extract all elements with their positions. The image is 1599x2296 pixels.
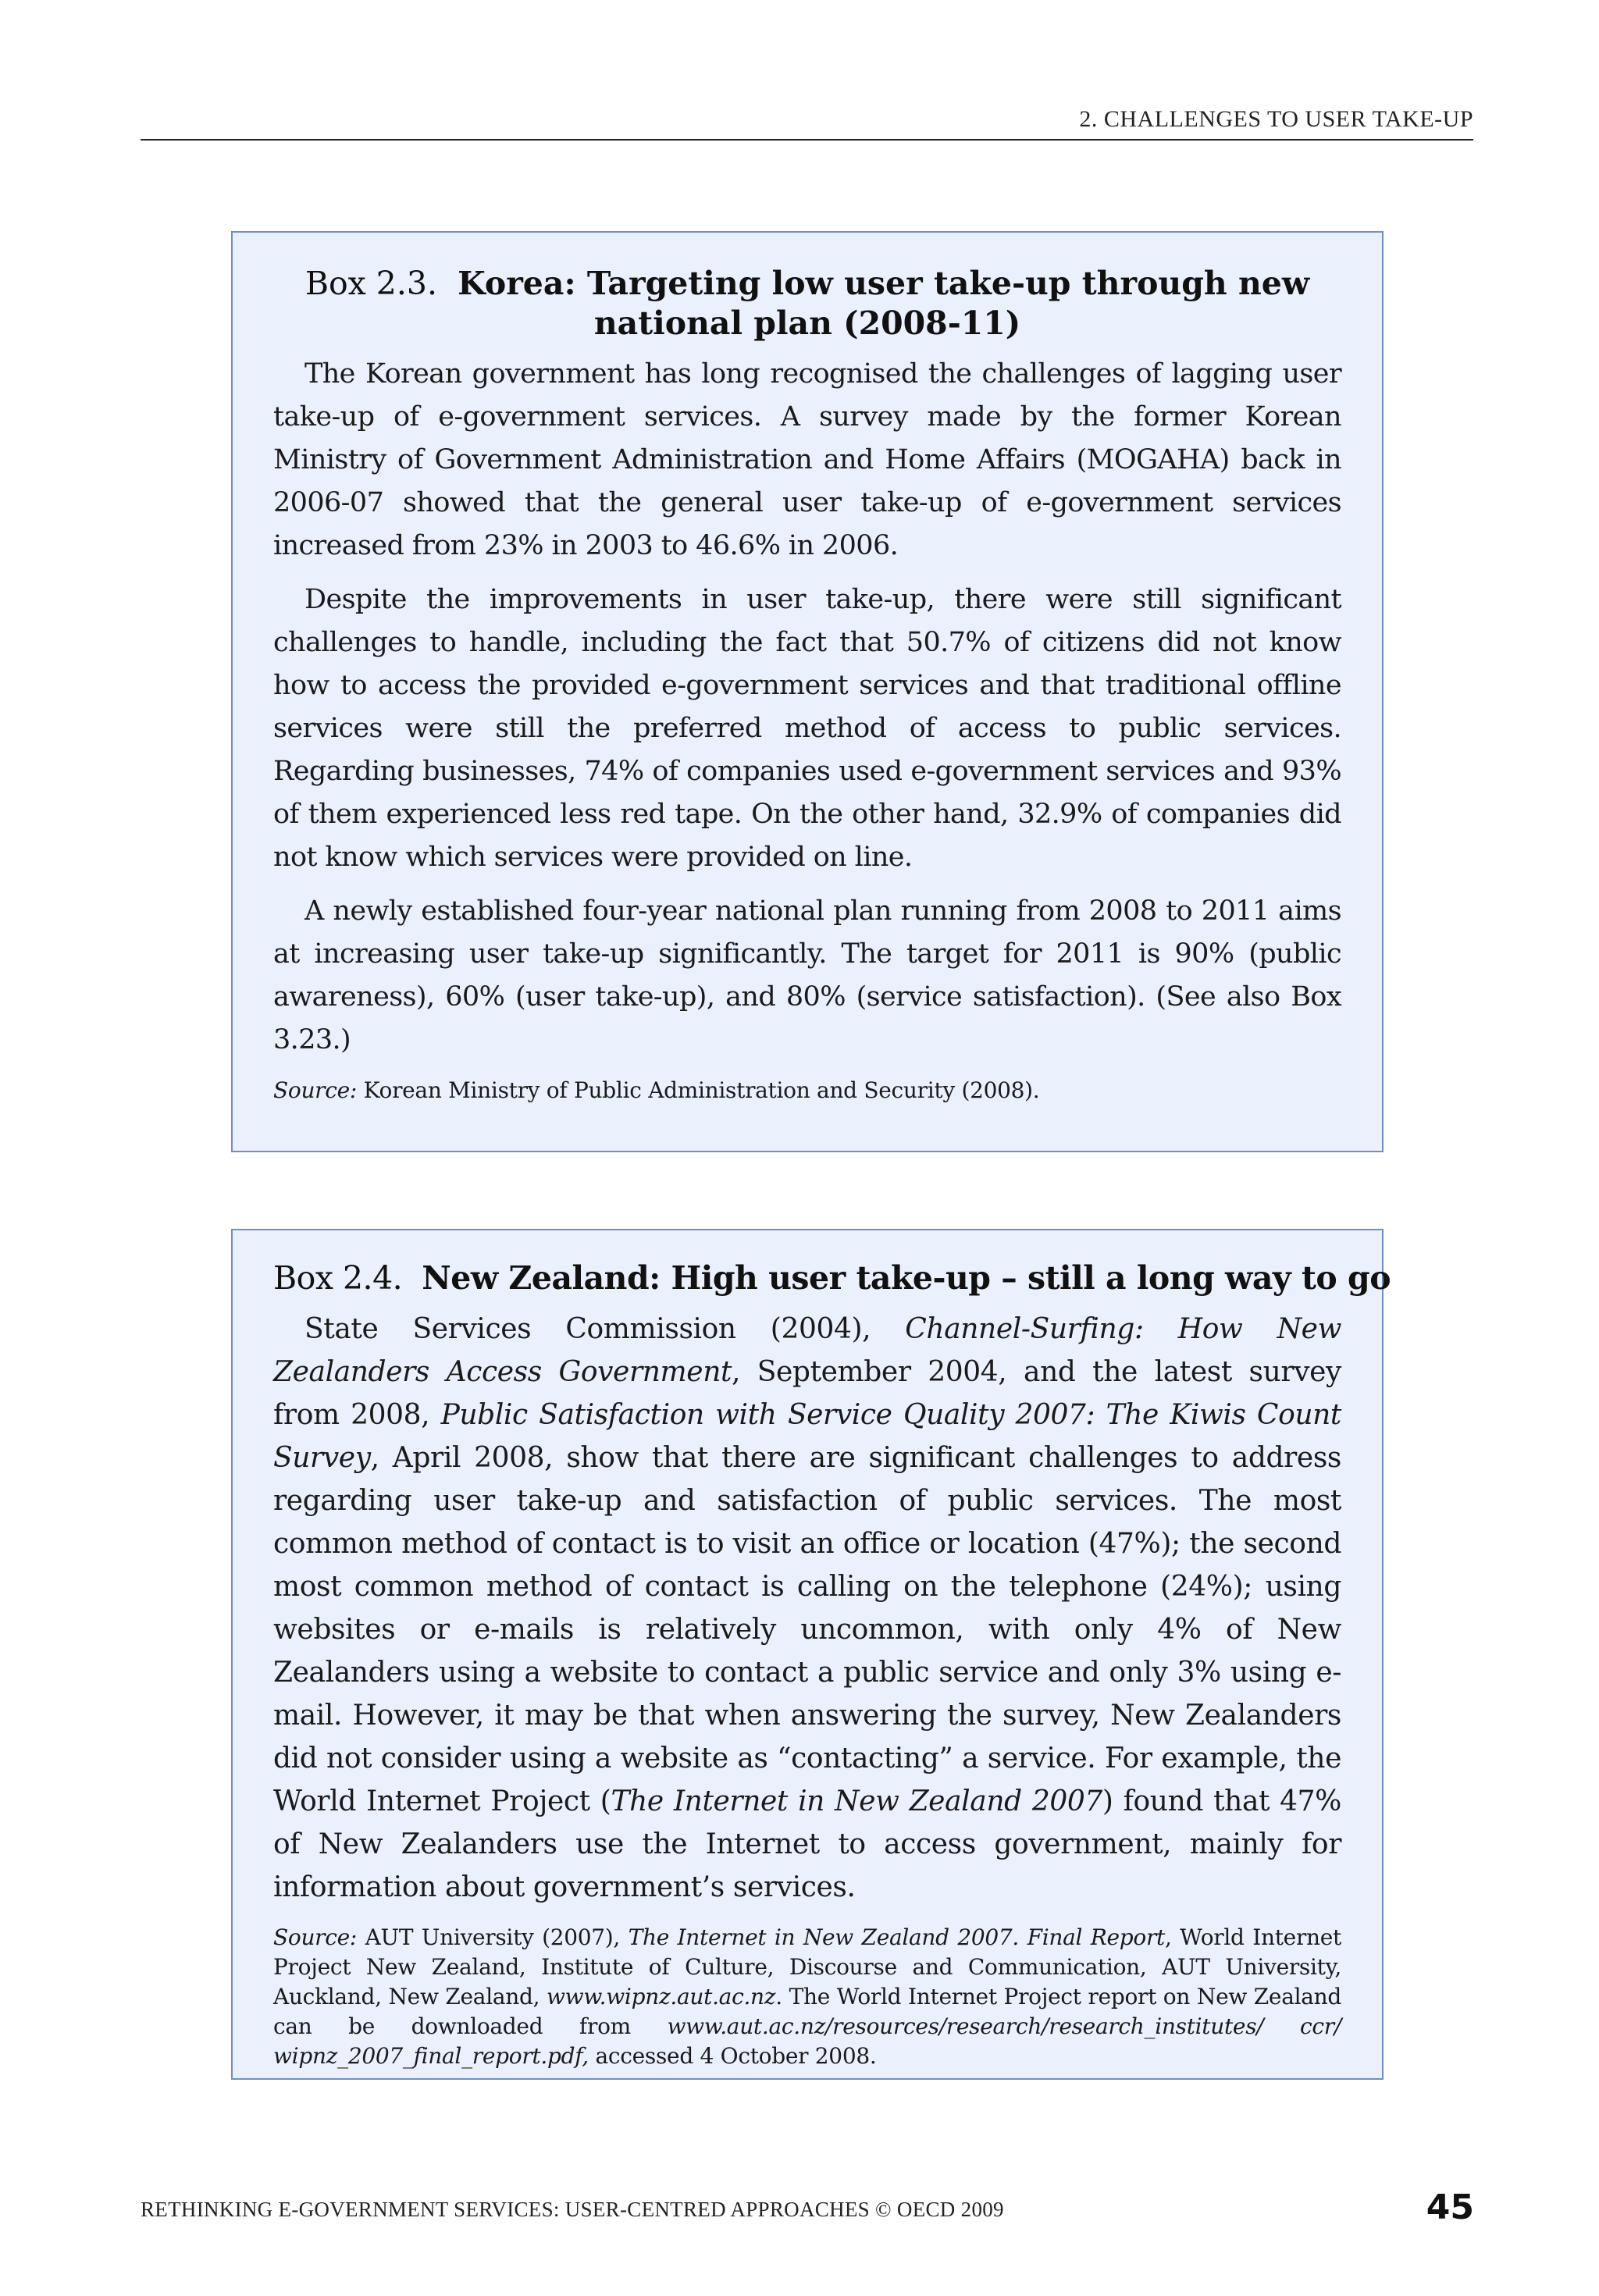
box-number: Box 2.3.	[304, 265, 438, 302]
link-url: www.wipnz.aut.ac.nz	[546, 1984, 776, 2009]
link-url: www.aut.ac.nz/resources/research/research_institutes/ ccr/ wipnz_2007_final_report.pdf,	[273, 2013, 1341, 2069]
box-title	[273, 1258, 1391, 1298]
text-run: AUT University (2007),	[357, 1924, 629, 1950]
text-run: State Services Commission (2004),	[304, 1313, 906, 1345]
footer-publication: RETHINKING E-GOVERNMENT SERVICES: USER-CENTRED APPROACHES © OECD 2009	[141, 2198, 1004, 2221]
box-new-zealand	[231, 1229, 1391, 2080]
italic-title: Channel-Surfing: How New Zealanders Access Government	[273, 1313, 1341, 1388]
running-head: 2. CHALLENGES TO USER TAKE-UP	[1079, 106, 1473, 132]
body-paragraph: Despite the improvements in user take-up, there were still significant challenges to handle, including the fact that 50.7% of citizens did not know how to access the provided e-government services and that traditional offline services were still the preferred method of access to public services. Regarding businesses, 74% of companies used e-government services and 93% of them experienced less red tape. On the other hand, 32.9% of companies did not know which services were provided on line.	[273, 584, 1341, 873]
text-run: . The World Internet Project report on New Zealand can be downloaded from	[273, 1984, 1341, 2039]
box-heading: New Zealand: High user take-up – still a long way to go	[422, 1259, 1391, 1297]
page-number: 45	[1426, 2187, 1474, 2227]
body-paragraph	[273, 1308, 1341, 1909]
text-run: , September 2004, and the latest survey from 2008,	[273, 1356, 1341, 1431]
source-note	[273, 1076, 1341, 1105]
text-run: , World Internet Project New Zealand, Institute of Culture, Discourse and Communication, AUT University, Auckland, New Zealand,	[273, 1924, 1341, 2009]
box-number: Box 2.4.	[273, 1259, 403, 1297]
box-heading: Korea: Targeting low user take-up through new national plan (2008-11)	[458, 265, 1310, 342]
text-run: , April 2008, show that there are significant challenges to address regarding user take-up and satisfaction of public services. The most common method of contact is to visit an office or location (47%); the second most common method of contact is calling on the telephone (24%); using websites or e-mails is relatively uncommon, with only 4% of New Zealanders using a website to contact a public service and only 3% using e-mail. However, it may be that when answering the survey, New Zealanders did not consider using a website as “contacting” a service. For example, the World Internet Project (	[273, 1442, 1341, 1817]
source-label: Source:	[273, 1924, 358, 1950]
body-paragraph: A newly established four-year national plan running from 2008 to 2011 aims at increasing user take-up significantly. The target for 2011 is 90% (public awareness), 60% (user take-up), and 80% (service satisfaction). (See also Box 3.23.)	[273, 895, 1341, 1055]
italic-title: Public Satisfaction with Service Quality 2007: The Kiwis Count Survey	[273, 1399, 1341, 1474]
text-run: ) found that 47% of New Zealanders use the Internet to access government, mainly for information about government’s services.	[273, 1785, 1341, 1903]
source-text: Korean Ministry of Public Administration and Security (2008).	[363, 1077, 1040, 1103]
header-rule	[141, 139, 1473, 141]
source-label: Source:	[273, 1077, 358, 1103]
box-korea	[231, 231, 1384, 1152]
italic-title: The Internet in New Zealand 2007. Final Report	[628, 1924, 1165, 1950]
text-run: accessed 4 October 2008.	[588, 2043, 877, 2069]
source-note	[273, 1923, 1341, 2071]
body-paragraph: The Korean government has long recognised the challenges of lagging user take-up of e-government services. A survey made by the former Korean Ministry of Government Administration and Home Affairs (MOGAHA) back in 2006-07 showed that the general user take-up of e-government services increased from 23% in 2003 to 46.6% in 2006.	[273, 358, 1341, 561]
box-title	[273, 264, 1341, 344]
italic-title: The Internet in New Zealand 2007	[611, 1785, 1102, 1817]
